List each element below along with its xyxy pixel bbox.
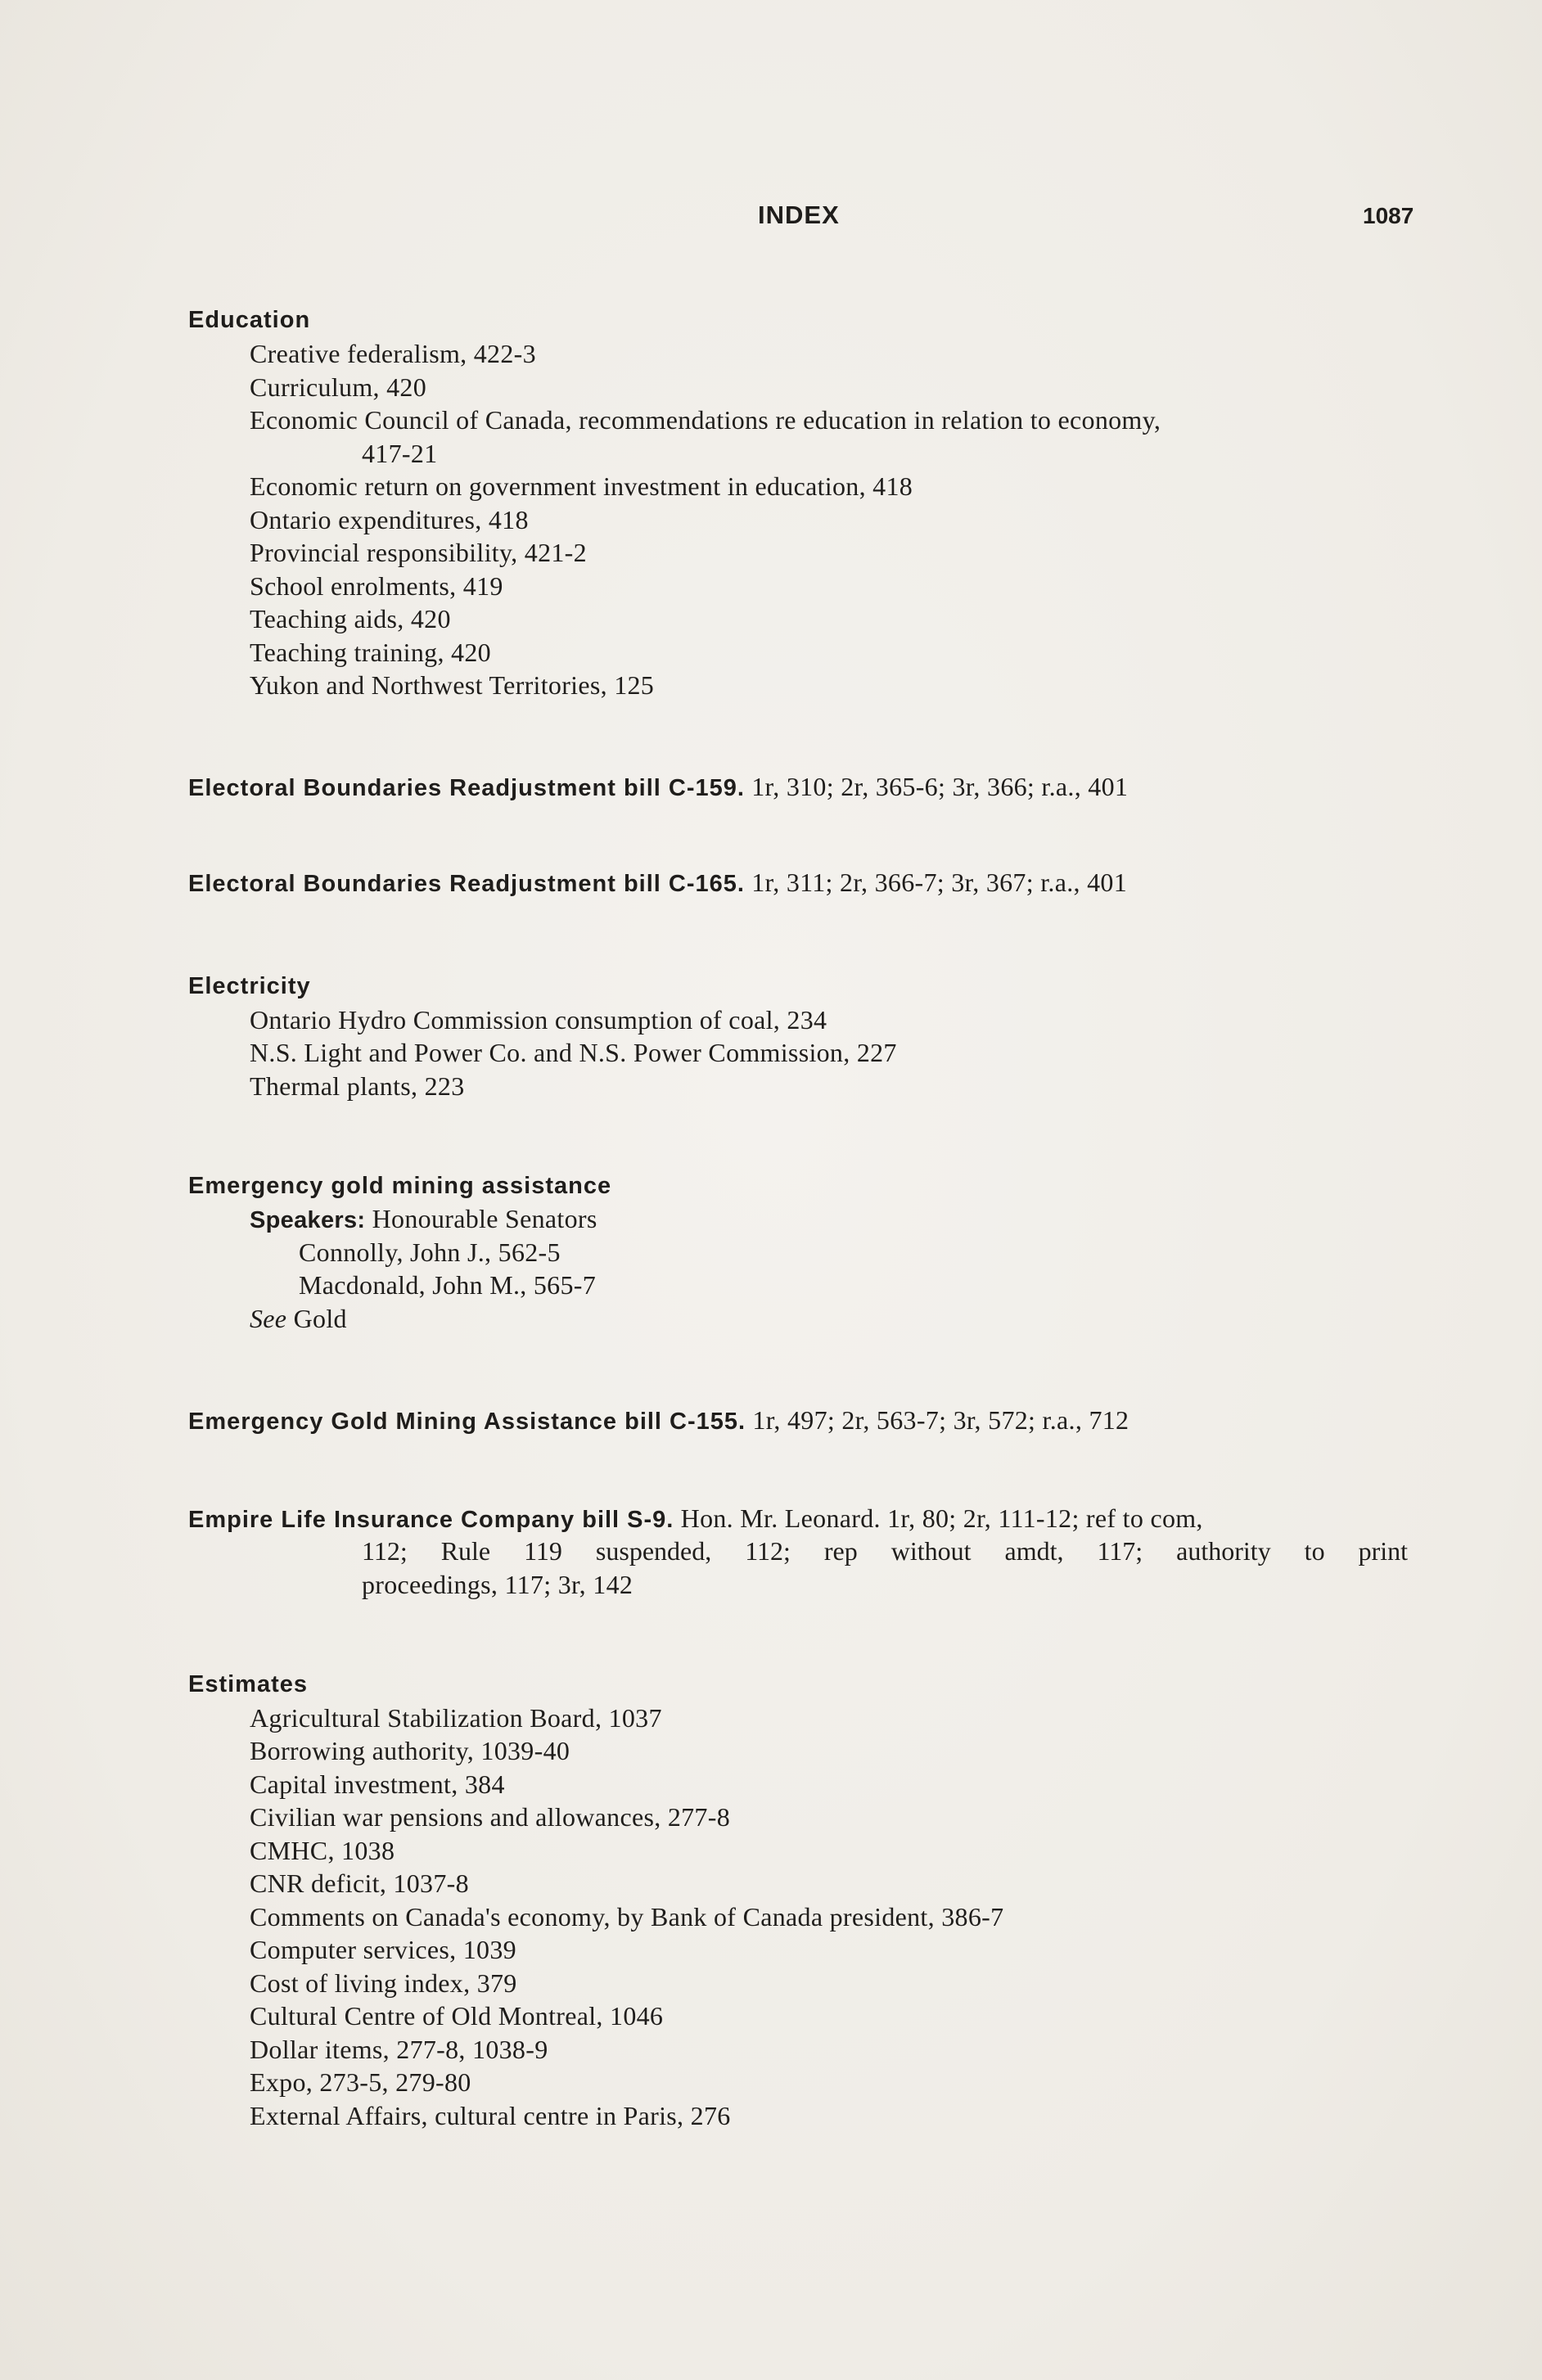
entry-heading: Electoral Boundaries Readjustment bill C-165.	[188, 871, 745, 897]
entry-continuation: 112; Rule 119 suspended, 112; rep without amdt, 117; authority to print	[362, 1536, 1408, 1566]
page-number: 1087	[1363, 203, 1414, 228]
speakers-text: Honourable Senators	[365, 1204, 597, 1233]
subentry-continuation: 417-21	[362, 439, 438, 468]
speakers-line	[250, 1204, 597, 1234]
see-reference	[250, 1304, 347, 1334]
subentry: Yukon and Northwest Territories, 125	[250, 670, 655, 700]
subentry: Curriculum, 420	[250, 372, 427, 402]
subentry: Provincial responsibility, 421-2	[250, 538, 587, 567]
subentry: Teaching training, 420	[250, 638, 491, 667]
subentry: External Affairs, cultural centre in Paris, 276	[250, 2101, 731, 2130]
entry-text: Hon. Mr. Leonard. 1r, 80; 2r, 111-12; ref to com,	[674, 1503, 1203, 1533]
entry-heading: Electoral Boundaries Readjustment bill C-159.	[188, 775, 745, 801]
subentry: Comments on Canada's economy, by Bank of Canada president, 386-7	[250, 1902, 1004, 1931]
subentry: Teaching aids, 420	[250, 604, 451, 633]
subentry: Dollar items, 277-8, 1038-9	[250, 2035, 548, 2064]
subentry: Borrowing authority, 1039-40	[250, 1736, 570, 1765]
subentry: Capital investment, 384	[250, 1769, 505, 1799]
entry-text: 1r, 310; 2r, 365-6; 3r, 366; r.a., 401	[744, 772, 1129, 801]
see-target: Gold	[286, 1304, 347, 1333]
subentry: Economic return on government investment in education, 418	[250, 471, 913, 501]
see-label: See	[250, 1304, 287, 1333]
entry-heading: Emergency Gold Mining Assistance bill C-155.	[188, 1409, 746, 1435]
entry-electoral-c159	[188, 772, 1128, 802]
entry-heading-emergency-gold: Emergency gold mining assistance	[188, 1173, 612, 1199]
subentry: School enrolments, 419	[250, 571, 503, 601]
entry-empire-life	[188, 1503, 1203, 1534]
subentry: Civilian war pensions and allowances, 277-8	[250, 1802, 730, 1832]
entry-emergency-bill	[188, 1405, 1129, 1436]
entry-electoral-c165	[188, 868, 1127, 898]
subentry: Computer services, 1039	[250, 1935, 516, 1964]
subentry: Cost of living index, 379	[250, 1968, 517, 1998]
page-title: INDEX	[758, 201, 840, 229]
entry-heading-estimates: Estimates	[188, 1671, 309, 1697]
entry-heading: Empire Life Insurance Company bill S-9.	[188, 1507, 674, 1533]
subentry: CMHC, 1038	[250, 1836, 395, 1865]
subentry: N.S. Light and Power Co. and N.S. Power Commission, 227	[250, 1038, 897, 1067]
speakers-label: Speakers:	[250, 1207, 366, 1233]
speaker-entry: Macdonald, John M., 565-7	[299, 1270, 597, 1300]
subentry: Cultural Centre of Old Montreal, 1046	[250, 2001, 664, 2031]
subentry: Agricultural Stabilization Board, 1037	[250, 1703, 662, 1733]
subentry: Ontario Hydro Commission consumption of coal, 234	[250, 1005, 827, 1034]
subentry: Economic Council of Canada, recommendations re education in relation to economy,	[250, 405, 1161, 435]
subentry: Thermal plants, 223	[250, 1071, 465, 1101]
subentry: CNR deficit, 1037-8	[250, 1868, 469, 1898]
subentry: Expo, 273-5, 279-80	[250, 2067, 471, 2097]
entry-text: 1r, 497; 2r, 563-7; 3r, 572; r.a., 712	[746, 1405, 1129, 1435]
entry-heading-education: Education	[188, 307, 311, 333]
speaker-entry: Connolly, John J., 562-5	[299, 1237, 561, 1267]
entry-continuation: proceedings, 117; 3r, 142	[362, 1570, 633, 1599]
subentry: Creative federalism, 422-3	[250, 339, 536, 368]
subentry: Ontario expenditures, 418	[250, 505, 529, 534]
entry-text: 1r, 311; 2r, 366-7; 3r, 367; r.a., 401	[744, 868, 1128, 897]
entry-heading-electricity: Electricity	[188, 973, 311, 999]
